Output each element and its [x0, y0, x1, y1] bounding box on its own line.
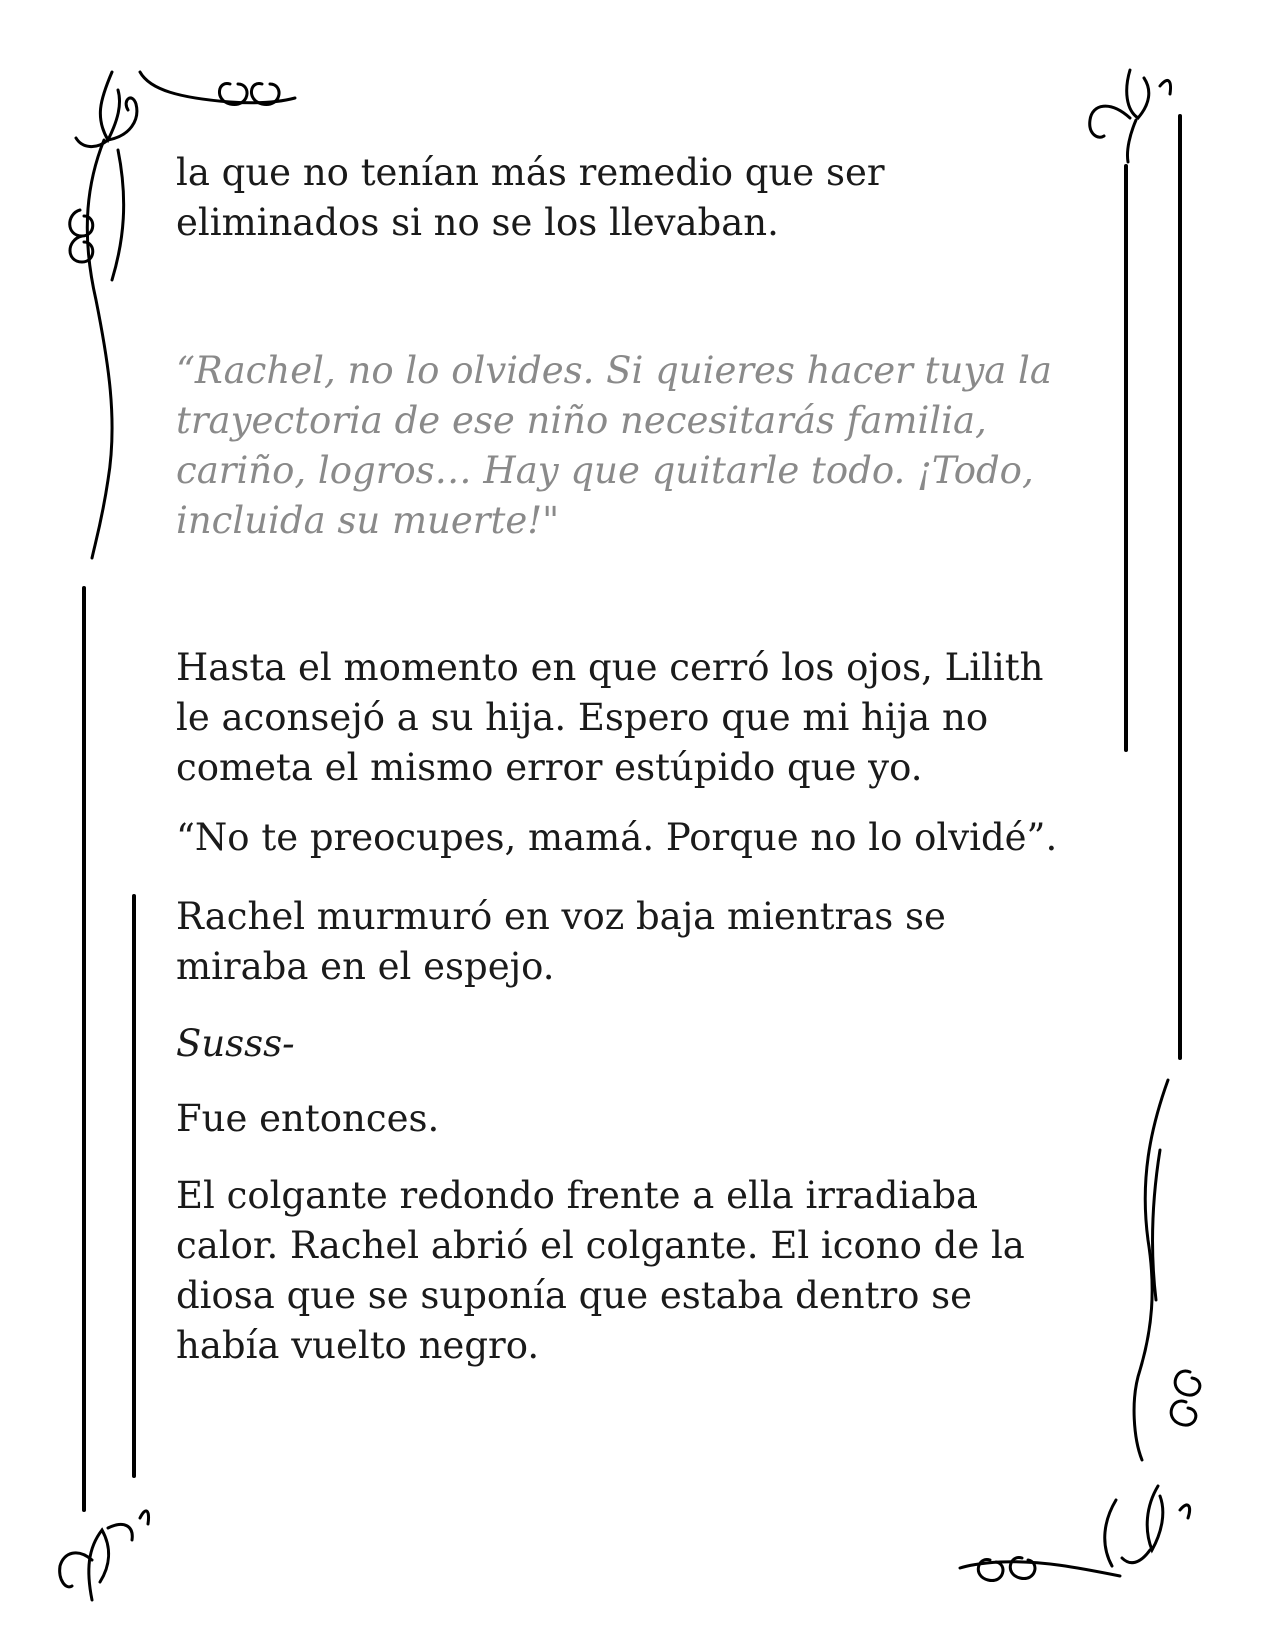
paragraph-pendant: El colgante redondo frente a ella irradiaba calor. Rachel abrió el colgante. El icono de la diosa que se suponía que estaba dentro se había vuelto negro.: [176, 1174, 1025, 1367]
paragraph-murmur: Rachel murmuró en voz baja mientras se miraba en el espejo.: [176, 895, 946, 988]
paragraph-dialogue: “No te preocupes, mamá. Porque no lo olvidé”.: [176, 816, 1058, 859]
paragraph-lilith: Hasta el momento en que cerró los ojos, Lilith le aconsejó a su hija. Espero que mi hija no cometa el mismo error estúpido que yo.: [176, 646, 1044, 789]
paragraph-then: Fue entonces.: [176, 1097, 440, 1140]
paragraph-intro: la que no tenían más remedio que ser eliminados si no se los llevaban.: [176, 151, 885, 244]
bottom-left-flourish: [60, 1511, 149, 1600]
paragraph-quote: “Rachel, no lo olvides. Si quieres hacer tuya la trayectoria de ese niño necesitarás familia, cariño, logros… Hay que quitarle todo. ¡Todo, incluida su muerte!": [176, 349, 1052, 542]
sound-effect: Susss-: [176, 1022, 295, 1065]
